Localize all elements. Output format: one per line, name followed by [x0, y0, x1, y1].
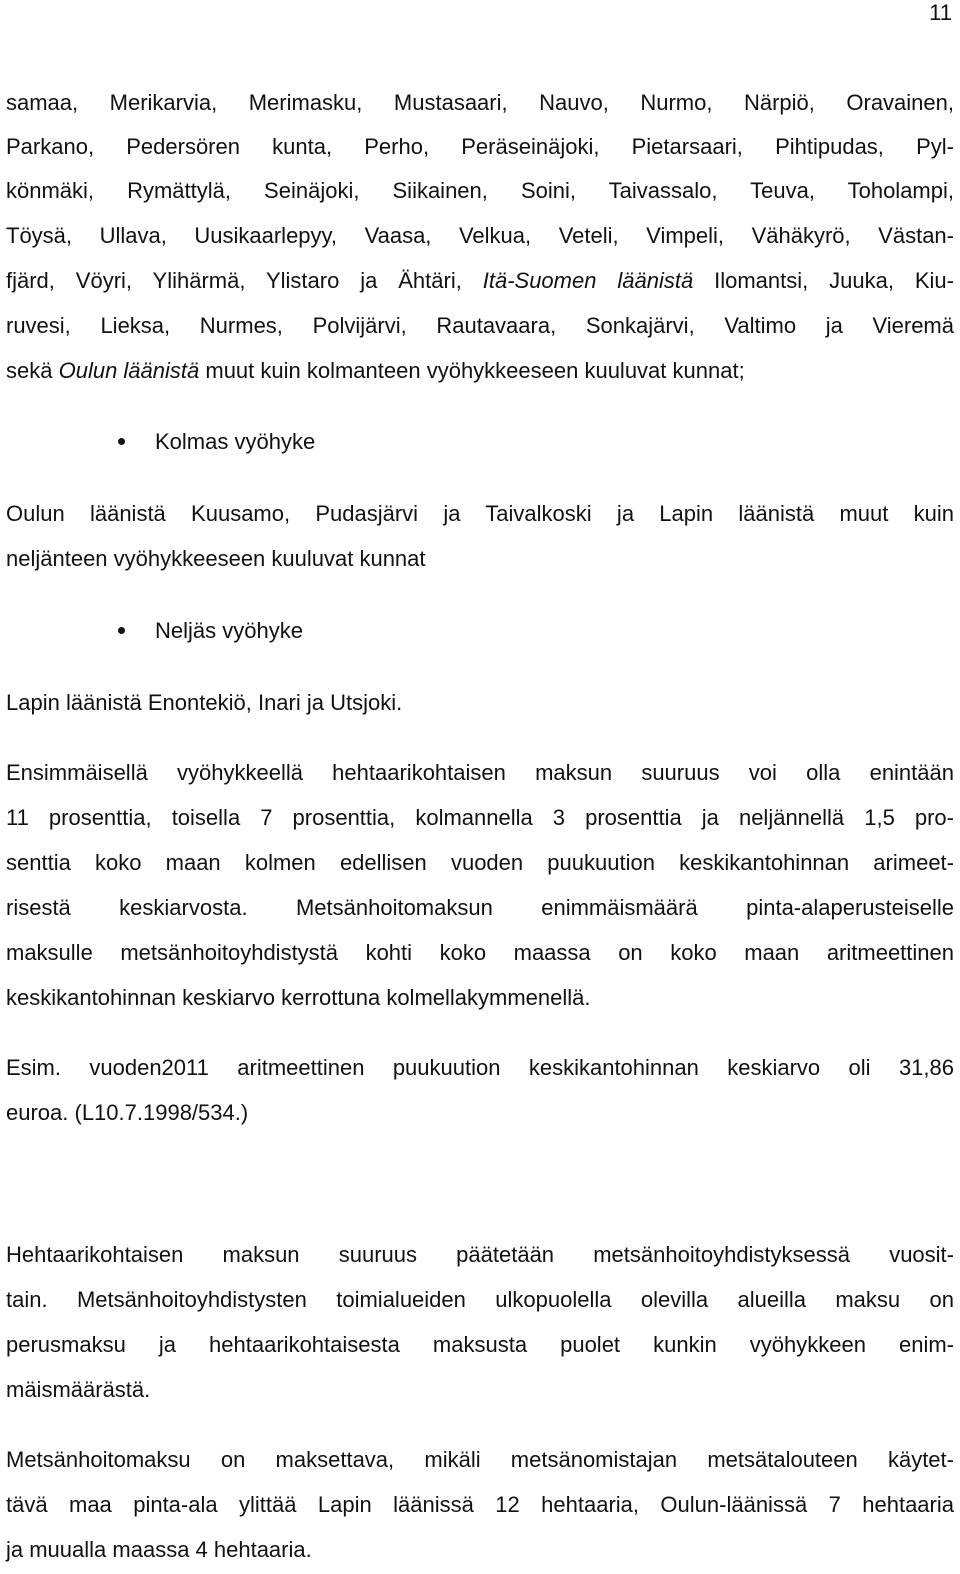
page-number: 11	[929, 0, 952, 25]
text-line: Ensimmäisellä vyöhykkeellä hehtaarikohtaisen maksun suuruus voi olla enintään	[6, 760, 954, 785]
bullet-label: Neljäs vyöhyke	[155, 618, 303, 643]
text-line: neljänteen vyöhykkeeseen kuuluvat kunnat	[6, 546, 426, 571]
bullet-item	[118, 618, 303, 644]
text-line: Hehtaarikohtaisen maksun suuruus päätetään metsänhoitoyhdistyksessä vuosit-	[6, 1242, 954, 1267]
text-line: Esim. vuoden2011 aritmeettinen puukuution keskikantohinnan keskiarvo oli 31,86	[6, 1055, 954, 1080]
text-line: mäismäärästä.	[6, 1377, 151, 1402]
text-line: Oulun läänistä Kuusamo, Pudasjärvi ja Taivalkoski ja Lapin läänistä muut kuin	[6, 501, 954, 526]
text-line: 11 prosenttia, toisella 7 prosenttia, kolmannella 3 prosenttia ja neljännellä 1,5 pro-	[6, 805, 954, 830]
text-line: samaa, Merikarvia, Merimasku, Mustasaari, Nauvo, Nurmo, Närpiö, Oravainen,	[6, 90, 954, 115]
italic-region-name: Itä-Suomen läänistä	[482, 268, 694, 293]
text-span: fjärd, Vöyri, Ylihärmä, Ylistaro ja Ähtäri,	[6, 268, 483, 293]
italic-region-name: Oulun läänistä	[58, 358, 200, 383]
text-line: tain. Metsänhoitoyhdistysten toimialueiden ulkopuolella olevilla alueilla maksu on	[6, 1287, 954, 1312]
text-line: euroa. (L10.7.1998/534.)	[6, 1100, 249, 1125]
bullet-icon	[118, 627, 125, 634]
text-span: Ilomantsi, Juuka, Kiu-	[693, 268, 954, 293]
bullet-item	[118, 429, 315, 455]
text-line: ja muualla maassa 4 hehtaaria.	[6, 1537, 312, 1562]
text-line: ruvesi, Lieksa, Nurmes, Polvijärvi, Rautavaara, Sonkajärvi, Valtimo ja Vieremä	[6, 313, 954, 338]
text-line: Töysä, Ullava, Uusikaarlepyy, Vaasa, Velkua, Veteli, Vimpeli, Vähäkyrö, Västan-	[6, 223, 954, 248]
text-line	[6, 268, 954, 294]
text-line: könmäki, Rymättylä, Seinäjoki, Siikainen, Soini, Taivassalo, Teuva, Toholampi,	[6, 178, 954, 203]
text-span: sekä	[6, 358, 59, 383]
bullet-icon	[118, 438, 125, 445]
text-line: tävä maa pinta-ala ylittää Lapin läänissä 12 hehtaaria, Oulun-läänissä 7 hehtaaria	[6, 1492, 954, 1517]
text-line: Metsänhoitomaksu on maksettava, mikäli metsänomistajan metsätalouteen käytet-	[6, 1447, 954, 1472]
paragraph-fourth-zone: Lapin läänistä Enontekiö, Inari ja Utsjoki.	[6, 690, 403, 715]
text-line: Parkano, Pedersören kunta, Perho, Peräseinäjoki, Pietarsaari, Pihtipudas, Pyl-	[6, 134, 954, 159]
text-span: muut kuin kolmanteen vyöhykkeeseen kuuluvat kunnat;	[199, 358, 745, 383]
bullet-label: Kolmas vyöhyke	[155, 429, 316, 454]
text-line	[6, 358, 954, 384]
text-line: risestä keskiarvosta. Metsänhoitomaksun enimmäismäärä pinta-alaperusteiselle	[6, 895, 954, 920]
text-line: perusmaksu ja hehtaarikohtaisesta maksusta puolet kunkin vyöhykkeen enim-	[6, 1332, 954, 1357]
text-line: senttia koko maan kolmen edellisen vuoden puukuution keskikantohinnan arimeet-	[6, 850, 954, 875]
text-line: keskikantohinnan keskiarvo kerrottuna kolmellakymmenellä.	[6, 985, 591, 1010]
text-line: maksulle metsänhoitoyhdistystä kohti koko maassa on koko maan aritmeettinen	[6, 940, 954, 965]
